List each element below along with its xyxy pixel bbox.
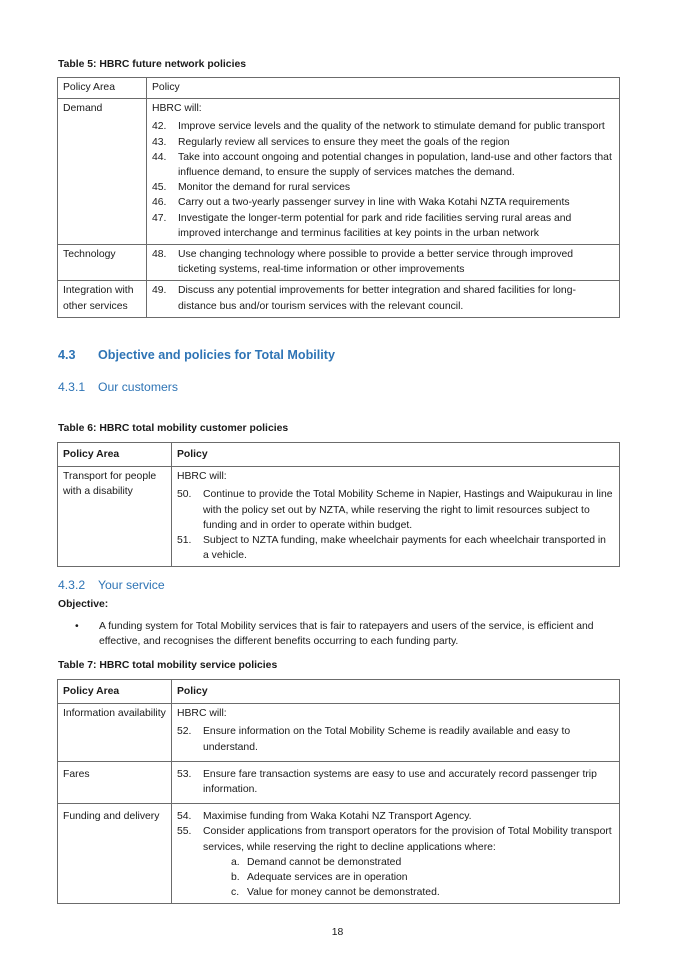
item-number: 47. — [152, 212, 167, 224]
policy-area-cell: Funding and delivery — [58, 804, 172, 904]
policy-intro: HBRC will: — [177, 708, 227, 720]
section-title: Our customers — [98, 380, 178, 394]
list-item — [177, 767, 614, 797]
list-item — [177, 487, 614, 533]
item-number: 51. — [177, 535, 192, 547]
list-item — [152, 195, 614, 210]
policy-list — [177, 809, 614, 855]
item-text: Maximise funding from Waka Kotahi NZ Transport Agency. — [203, 811, 472, 823]
policy-list — [152, 283, 614, 313]
table6-caption: Table 6: HBRC total mobility customer policies — [58, 423, 289, 434]
column-header-policy: Policy — [172, 443, 620, 467]
policy-cell — [172, 761, 620, 803]
list-item — [152, 247, 614, 277]
table-row — [58, 245, 620, 281]
section-title: Your service — [98, 578, 165, 592]
list-item — [152, 135, 614, 150]
table7 — [57, 679, 620, 904]
table6 — [57, 442, 620, 567]
table-header-row — [58, 680, 620, 704]
table-row — [58, 281, 620, 317]
item-number: 52. — [177, 726, 192, 738]
table-row — [58, 761, 620, 803]
item-number: 55. — [177, 826, 192, 838]
policy-intro: HBRC will: — [152, 103, 202, 115]
table-row — [58, 467, 620, 567]
policy-list — [152, 247, 614, 277]
section-heading-4-3-2 — [58, 578, 165, 593]
policy-cell — [172, 467, 620, 567]
list-item — [177, 724, 614, 754]
policy-cell — [147, 99, 620, 245]
policy-intro: HBRC will: — [177, 471, 227, 483]
objective-bullet — [75, 619, 620, 649]
objective-label: Objective: — [58, 599, 109, 610]
table-header-row — [58, 443, 620, 467]
column-header-policy: Policy — [147, 78, 620, 99]
list-item — [177, 809, 614, 824]
item-number: 46. — [152, 197, 167, 209]
item-text: Monitor the demand for rural services — [178, 182, 351, 194]
list-item — [177, 533, 614, 563]
policy-cell — [172, 704, 620, 762]
section-heading-4-3-1 — [58, 380, 178, 395]
column-header-policy-area: Policy Area — [58, 680, 172, 704]
item-text: Subject to NZTA funding, make wheelchair payments for each wheelchair transported in a vehicle. — [203, 535, 606, 562]
item-number: 45. — [152, 182, 167, 194]
list-item — [152, 119, 614, 134]
item-text: Consider applications from transport operators for the provision of Total Mobility transport services, while reserving the right to decline applications where: — [203, 826, 612, 853]
section-number: 4.3 — [58, 348, 76, 362]
sub-list-item — [231, 855, 614, 870]
sub-list-item — [231, 885, 614, 900]
item-text: Carry out a two-yearly passenger survey in line with Waka Kotahi NZTA requirements — [178, 197, 570, 209]
item-text: Regularly review all services to ensure they meet the goals of the region — [178, 136, 510, 148]
policy-area-cell: Technology — [58, 245, 147, 281]
policy-area-cell: Fares — [58, 761, 172, 803]
table-row — [58, 804, 620, 904]
policy-list — [177, 767, 614, 797]
policy-list — [152, 119, 614, 241]
column-header-policy-area: Policy Area — [58, 443, 172, 467]
policy-cell — [147, 281, 620, 317]
table5 — [57, 77, 620, 318]
item-letter: b. — [231, 872, 240, 884]
policy-cell — [147, 245, 620, 281]
item-text: Demand cannot be demonstrated — [247, 856, 402, 868]
item-text: Continue to provide the Total Mobility Scheme in Napier, Hastings and Waipukurau in line with the policy set out by NZTA, while reserving the right to limit resources subject to funding and in order to operate within budget. — [203, 489, 613, 531]
list-item — [152, 211, 614, 241]
list-item — [177, 824, 614, 854]
item-number: 50. — [177, 489, 192, 501]
item-text: Improve service levels and the quality of the network to stimulate demand for public transport — [178, 121, 605, 133]
column-header-policy: Policy — [172, 680, 620, 704]
section-heading-4-3 — [58, 348, 335, 363]
item-text: Investigate the longer-term potential for park and ride facilities serving rural areas and improved interchange and terminus facilities at key points in the urban network — [178, 212, 572, 239]
table-row — [58, 99, 620, 245]
section-title: Objective and policies for Total Mobility — [98, 348, 335, 362]
item-number: 48. — [152, 249, 167, 261]
policy-list — [177, 487, 614, 563]
item-number: 42. — [152, 121, 167, 133]
section-number: 4.3.2 — [58, 578, 86, 592]
item-text: Adequate services are in operation — [247, 872, 408, 884]
item-number: 53. — [177, 768, 192, 780]
policy-area-cell: Integration with other services — [58, 281, 147, 317]
item-letter: a. — [231, 856, 240, 868]
item-text: Ensure information on the Total Mobility Scheme is readily available and easy to understand. — [203, 726, 571, 753]
item-number: 43. — [152, 136, 167, 148]
objective-text: A funding system for Total Mobility services that is fair to ratepayers and users of the service, is efficient and effective, and recognises the different benefits occurring to each funding party. — [99, 621, 594, 648]
policy-area-cell: Information availability — [58, 704, 172, 762]
policy-area-cell: Demand — [58, 99, 147, 245]
bullet-icon: • — [75, 621, 79, 632]
item-number: 44. — [152, 151, 167, 163]
table-header-row — [58, 78, 620, 99]
column-header-policy-area: Policy Area — [58, 78, 147, 99]
item-text: Ensure fare transaction systems are easy to use and accurately record passenger trip information. — [203, 768, 597, 796]
page-number: 18 — [331, 927, 344, 938]
item-text: Value for money cannot be demonstrated. — [247, 887, 440, 899]
sub-list — [177, 855, 614, 901]
item-number: 49. — [152, 285, 167, 297]
policy-area-cell: Transport for people with a disability — [58, 467, 172, 567]
list-item — [152, 180, 614, 195]
item-text: Use changing technology where possible to provide a better service through improved ticketing systems, real-time information or other improvements — [178, 249, 574, 276]
policy-cell — [172, 804, 620, 904]
table7-caption: Table 7: HBRC total mobility service policies — [58, 660, 278, 671]
list-item — [152, 150, 614, 180]
section-number: 4.3.1 — [58, 380, 86, 394]
item-number: 54. — [177, 811, 192, 823]
item-letter: c. — [231, 887, 240, 899]
table5-caption: Table 5: HBRC future network policies — [58, 59, 247, 70]
sub-list-item — [231, 870, 614, 885]
table-row — [58, 704, 620, 762]
list-item — [152, 283, 614, 313]
policy-list — [177, 724, 614, 754]
item-text: Take into account ongoing and potential changes in population, land-use and other factors that influence demand, to ensure the supply of services matches the demand. — [178, 151, 612, 179]
item-text: Discuss any potential improvements for better integration and shared facilities for long-distance bus and/or tourism services with the relevant council. — [178, 285, 576, 312]
